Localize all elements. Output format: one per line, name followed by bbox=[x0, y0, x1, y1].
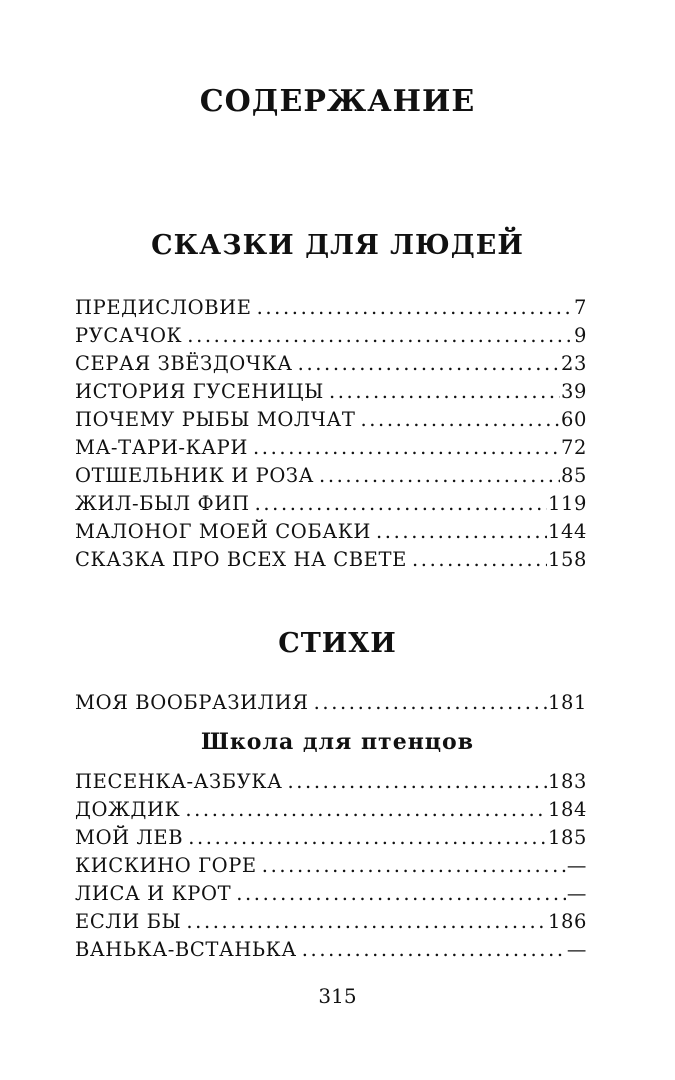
toc-dot-leader bbox=[185, 796, 547, 824]
toc-entry-page: — bbox=[566, 938, 587, 961]
toc-entry bbox=[75, 378, 587, 406]
toc-entry-title: РУСАЧОК bbox=[75, 324, 183, 347]
toc-entry-page: 185 bbox=[547, 826, 587, 849]
page-title: СОДЕРЖАНИЕ bbox=[199, 84, 476, 119]
toc-dot-leader bbox=[187, 322, 573, 350]
toc-dot-leader bbox=[257, 294, 573, 322]
toc-entry-page: 186 bbox=[547, 910, 587, 933]
toc-entry bbox=[75, 518, 587, 546]
toc-entry-title: МОЯ ВООБРАЗИЛИЯ bbox=[75, 691, 309, 714]
toc-entry-title: ЛИСА И КРОТ bbox=[75, 882, 232, 905]
toc-entry bbox=[75, 908, 587, 936]
toc-entry-title: ЕСЛИ БЫ bbox=[75, 910, 182, 933]
toc-entry-page: 158 bbox=[547, 548, 587, 571]
toc-entry bbox=[75, 490, 587, 518]
toc-entry-page: 85 bbox=[560, 464, 587, 487]
toc-dot-leader bbox=[376, 518, 547, 546]
toc-entry-title: МА-ТАРИ-КАРИ bbox=[75, 436, 248, 459]
toc-entry-page: 60 bbox=[560, 408, 587, 431]
toc-dot-leader bbox=[360, 406, 560, 434]
toc-dot-leader bbox=[302, 936, 566, 964]
toc-entry-title: МОЙ ЛЕВ bbox=[75, 826, 184, 849]
toc-entry-title: МАЛОНОГ МОЕЙ СОБАКИ bbox=[75, 520, 371, 543]
toc-dot-leader bbox=[412, 546, 547, 574]
section-title-fairy-tales: СКАЗКИ ДЛЯ ЛЮДЕЙ bbox=[151, 230, 524, 261]
toc-entry-title: ДОЖДИК bbox=[75, 798, 181, 821]
toc-entry-title: ОТШЕЛЬНИК И РОЗА bbox=[75, 464, 315, 487]
toc-entry bbox=[75, 796, 587, 824]
toc-entry-title: КИСКИНО ГОРЕ bbox=[75, 854, 257, 877]
toc-entry-page: 119 bbox=[547, 492, 587, 515]
subsection-title-school-for-chicks: Школа для птенцов bbox=[200, 729, 475, 755]
toc-entry-page: — bbox=[566, 882, 587, 905]
toc-entry-page: 181 bbox=[547, 691, 587, 714]
toc-entry-title: ЖИЛ-БЫЛ ФИП bbox=[75, 492, 250, 515]
toc-list-school-for-chicks bbox=[75, 768, 587, 964]
toc-entry-title: ВАНЬКА-ВСТАНЬКА bbox=[75, 938, 297, 961]
toc-entry-page: 7 bbox=[573, 296, 587, 319]
page-number: 315 bbox=[318, 984, 357, 1008]
toc-dot-leader bbox=[319, 462, 560, 490]
toc-dot-leader bbox=[329, 378, 560, 406]
toc-dot-leader bbox=[298, 350, 560, 378]
toc-entry-page: 144 bbox=[547, 520, 587, 543]
toc-dot-leader bbox=[255, 490, 547, 518]
toc-dot-leader bbox=[262, 852, 566, 880]
toc-entry bbox=[75, 294, 587, 322]
toc-list-poems bbox=[75, 689, 587, 717]
toc-entry bbox=[75, 880, 587, 908]
toc-entry bbox=[75, 434, 587, 462]
toc-entry-title: ПРЕДИСЛОВИЕ bbox=[75, 296, 252, 319]
toc-list-fairy-tales bbox=[75, 294, 587, 574]
toc-entry bbox=[75, 546, 587, 574]
toc-entry-title: ПОЧЕМУ РЫБЫ МОЛЧАТ bbox=[75, 408, 356, 431]
toc-entry bbox=[75, 768, 587, 796]
toc-dot-leader bbox=[188, 824, 547, 852]
toc-dot-leader bbox=[287, 768, 547, 796]
toc-entry-page: 23 bbox=[560, 352, 587, 375]
toc-entry-page: — bbox=[566, 854, 587, 877]
toc-entry bbox=[75, 462, 587, 490]
toc-entry-page: 183 bbox=[547, 770, 587, 793]
toc-entry bbox=[75, 322, 587, 350]
toc-dot-leader bbox=[186, 908, 547, 936]
toc-entry-page: 184 bbox=[547, 798, 587, 821]
toc-entry bbox=[75, 852, 587, 880]
toc-dot-leader bbox=[236, 880, 566, 908]
toc-entry-page: 9 bbox=[573, 324, 587, 347]
toc-entry-title: СКАЗКА ПРО ВСЕХ НА СВЕТЕ bbox=[75, 548, 407, 571]
toc-entry bbox=[75, 936, 587, 964]
toc-entry bbox=[75, 406, 587, 434]
section-title-poems: СТИХИ bbox=[278, 628, 397, 659]
toc-entry-page: 72 bbox=[560, 436, 587, 459]
toc-entry-title: СЕРАЯ ЗВЁЗДОЧКА bbox=[75, 352, 293, 375]
toc-entry-title: ИСТОРИЯ ГУСЕНИЦЫ bbox=[75, 380, 324, 403]
toc-entry bbox=[75, 689, 587, 717]
toc-entry bbox=[75, 824, 587, 852]
toc-dot-leader bbox=[253, 434, 560, 462]
toc-entry-title: ПЕСЕНКА-АЗБУКА bbox=[75, 770, 283, 793]
toc-dot-leader bbox=[314, 689, 547, 717]
toc-entry bbox=[75, 350, 587, 378]
toc-entry-page: 39 bbox=[560, 380, 587, 403]
